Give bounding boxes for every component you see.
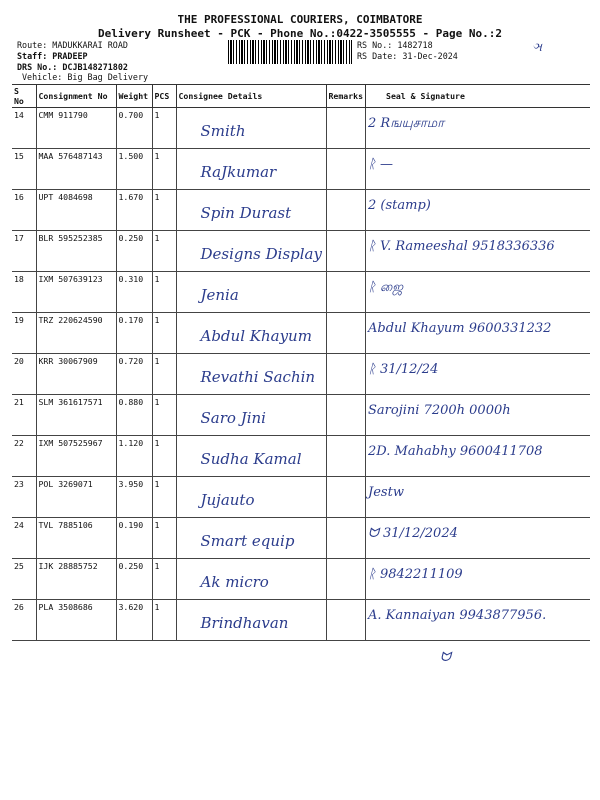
row-consignee-handwritten-text: Smith <box>200 122 246 140</box>
row-seal-signature-text: ᚱ ஜை <box>368 280 404 295</box>
row-remarks <box>326 313 366 354</box>
row-pcs-text: 1 <box>154 438 160 448</box>
row-seal-signature <box>366 436 590 477</box>
row-consignment-no <box>36 600 116 641</box>
row-remarks <box>326 231 366 272</box>
row-weight-text: 0.310 <box>118 274 144 284</box>
row-consignment-no-text: SLM 361617571 <box>38 397 103 407</box>
table-row <box>12 190 590 231</box>
row-consignment-no-text: KRR 30067909 <box>38 356 98 366</box>
row-pcs <box>152 272 176 313</box>
row-consignment-no-text: BLR 595252385 <box>38 233 103 243</box>
table-row <box>12 313 590 354</box>
row-pcs-text: 1 <box>154 110 160 120</box>
row-pcs <box>152 354 176 395</box>
row-consignee-handwritten-text: RaJkumar <box>200 163 277 181</box>
row-consignment-no <box>36 518 116 559</box>
row-seal-signature <box>366 149 590 190</box>
row-seal-signature <box>366 395 590 436</box>
row-weight-text: 0.880 <box>118 397 144 407</box>
document-subtitle: Delivery Runsheet - PCK - Phone No.:0422-3505555 - Page No.:2 <box>98 27 502 40</box>
row-consignee-handwritten <box>176 272 326 313</box>
row-consignee-handwritten-text: Jujauto <box>200 491 255 509</box>
row-weight <box>116 518 152 559</box>
row-remarks <box>326 559 366 600</box>
drs-label: DRS No.: DCJB148271802 <box>17 62 128 72</box>
row-seal-signature <box>366 231 590 272</box>
row-weight-text: 1.120 <box>118 438 144 448</box>
route-label: Route: MADUKKARAI ROAD <box>17 40 128 50</box>
row-sno <box>12 559 36 600</box>
runsheet-table <box>12 84 590 641</box>
row-consignment-no <box>36 272 116 313</box>
row-weight <box>116 108 152 149</box>
footer-signature-mark: ᗢ <box>440 650 451 665</box>
table-header-row <box>12 85 590 108</box>
row-consignment-no-text: TRZ 220624590 <box>38 315 103 325</box>
row-consignee-handwritten <box>176 395 326 436</box>
row-pcs <box>152 477 176 518</box>
vehicle-label: Vehicle: Big Bag Delivery <box>22 72 149 82</box>
col-sno: S No <box>12 85 36 108</box>
row-sno-text: 26 <box>14 602 24 612</box>
row-sno-text: 22 <box>14 438 24 448</box>
row-remarks <box>326 354 366 395</box>
barcode <box>228 40 352 64</box>
row-pcs <box>152 518 176 559</box>
row-consignee-handwritten <box>176 600 326 641</box>
row-seal-signature-text: 2 (stamp) <box>368 198 431 213</box>
row-pcs <box>152 190 176 231</box>
col-consignee: Consignee Details <box>176 85 326 108</box>
row-consignee-handwritten-text: Spin Durast <box>200 204 292 222</box>
row-pcs-text: 1 <box>154 151 160 161</box>
row-consignee-handwritten <box>176 313 326 354</box>
row-sno <box>12 190 36 231</box>
row-pcs <box>152 108 176 149</box>
row-pcs-text: 1 <box>154 356 160 366</box>
row-seal-signature-text: 2 Rஙயுசாமா <box>368 116 444 131</box>
row-weight <box>116 600 152 641</box>
row-seal-signature <box>366 477 590 518</box>
row-remarks <box>326 190 366 231</box>
row-consignment-no-text: PLA 3508686 <box>38 602 93 612</box>
row-consignee-handwritten <box>176 436 326 477</box>
row-sno-text: 14 <box>14 110 24 120</box>
row-weight <box>116 354 152 395</box>
row-sno <box>12 313 36 354</box>
row-consignee-handwritten <box>176 231 326 272</box>
row-seal-signature <box>366 108 590 149</box>
row-sno-text: 19 <box>14 315 24 325</box>
row-sno-text: 24 <box>14 520 24 530</box>
row-consignee-handwritten-text: Sudha Kamal <box>200 450 302 468</box>
row-pcs <box>152 600 176 641</box>
row-remarks <box>326 518 366 559</box>
row-consignee-handwritten <box>176 190 326 231</box>
row-weight-text: 0.250 <box>118 233 144 243</box>
row-consignee-handwritten <box>176 149 326 190</box>
row-seal-signature <box>366 518 590 559</box>
row-weight-text: 0.170 <box>118 315 144 325</box>
row-sno <box>12 395 36 436</box>
row-consignment-no <box>36 477 116 518</box>
row-consignment-no <box>36 231 116 272</box>
row-consignment-no <box>36 436 116 477</box>
row-consignee-handwritten-text: Designs Display <box>200 245 322 263</box>
row-sno-text: 20 <box>14 356 24 366</box>
table-row <box>12 272 590 313</box>
row-consignee-handwritten <box>176 559 326 600</box>
row-consignment-no-text: IXM 507639123 <box>38 274 103 284</box>
row-pcs <box>152 149 176 190</box>
row-weight-text: 3.620 <box>118 602 144 612</box>
row-seal-signature <box>366 272 590 313</box>
col-consignment: Consignment No <box>36 85 116 108</box>
row-seal-signature <box>366 559 590 600</box>
row-weight-text: 0.700 <box>118 110 144 120</box>
row-seal-signature-text: ᗢ 31/12/2024 <box>368 526 458 541</box>
row-weight <box>116 313 152 354</box>
table-row <box>12 600 590 641</box>
row-pcs-text: 1 <box>154 602 160 612</box>
row-weight-text: 1.500 <box>118 151 144 161</box>
row-consignment-no <box>36 108 116 149</box>
row-weight-text: 3.950 <box>118 479 144 489</box>
row-pcs <box>152 559 176 600</box>
row-sno-text: 18 <box>14 274 24 284</box>
row-sno <box>12 272 36 313</box>
row-remarks <box>326 108 366 149</box>
row-weight-text: 0.720 <box>118 356 144 366</box>
row-remarks <box>326 395 366 436</box>
row-seal-signature <box>366 600 590 641</box>
row-pcs-text: 1 <box>154 561 160 571</box>
row-sno <box>12 231 36 272</box>
row-consignee-handwritten <box>176 354 326 395</box>
row-consignment-no-text: IJK 28885752 <box>38 561 98 571</box>
row-sno-text: 23 <box>14 479 24 489</box>
row-pcs <box>152 231 176 272</box>
row-seal-signature-text: 2D. Mahabhy 9600411708 <box>368 444 543 459</box>
staff-label: Staff: PRADEEP <box>17 51 88 61</box>
row-consignee-handwritten-text: Abdul Khayum <box>200 327 312 345</box>
row-seal-signature-text: Sarojini 7200h 0000h <box>368 403 511 418</box>
row-consignee-handwritten <box>176 477 326 518</box>
row-pcs-text: 1 <box>154 397 160 407</box>
row-consignment-no <box>36 395 116 436</box>
row-remarks <box>326 436 366 477</box>
col-signature: Seal & Signature <box>366 85 590 108</box>
row-consignee-handwritten-text: Revathi Sachin <box>200 368 316 386</box>
row-weight <box>116 395 152 436</box>
row-seal-signature <box>366 190 590 231</box>
row-seal-signature-text: ᚱ 9842211109 <box>368 567 463 582</box>
row-seal-signature-text: ᚱ 31/12/24 <box>368 362 439 377</box>
row-consignment-no <box>36 354 116 395</box>
table-row <box>12 149 590 190</box>
row-consignee-handwritten-text: Jenia <box>200 286 239 304</box>
row-sno-text: 21 <box>14 397 24 407</box>
row-sno <box>12 108 36 149</box>
row-seal-signature-text: A. Kannaiyan 9943877956. <box>368 608 547 623</box>
col-remarks: Remarks <box>326 85 366 108</box>
row-consignment-no-text: UPT 4084698 <box>38 192 93 202</box>
row-consignee-handwritten <box>176 108 326 149</box>
row-consignment-no-text: POL 3269071 <box>38 479 93 489</box>
table-row <box>12 477 590 518</box>
row-consignee-handwritten-text: Smart equip <box>200 532 295 550</box>
row-sno <box>12 354 36 395</box>
row-pcs-text: 1 <box>154 274 160 284</box>
row-weight-text: 0.250 <box>118 561 144 571</box>
row-sno-text: 15 <box>14 151 24 161</box>
row-consignment-no-text: CMM 911790 <box>38 110 88 120</box>
document-title: THE PROFESSIONAL COURIERS, COIMBATORE <box>177 13 423 26</box>
table-row <box>12 559 590 600</box>
row-sno <box>12 149 36 190</box>
row-pcs-text: 1 <box>154 520 160 530</box>
row-sno <box>12 436 36 477</box>
row-weight <box>116 149 152 190</box>
row-pcs-text: 1 <box>154 315 160 325</box>
row-seal-signature-text: ᚱ V. Rameeshal 9518336336 <box>368 239 555 254</box>
row-seal-signature <box>366 313 590 354</box>
row-weight <box>116 272 152 313</box>
table-row <box>12 231 590 272</box>
row-consignee-handwritten-text: Saro Jini <box>200 409 266 427</box>
row-sno <box>12 477 36 518</box>
row-remarks <box>326 272 366 313</box>
row-pcs-text: 1 <box>154 233 160 243</box>
table-row <box>12 436 590 477</box>
row-seal-signature-text: ᚱ — <box>368 157 393 172</box>
row-weight <box>116 559 152 600</box>
row-sno-text: 17 <box>14 233 24 243</box>
row-seal-signature-text: Abdul Khayum 9600331232 <box>368 321 552 336</box>
row-pcs <box>152 395 176 436</box>
corner-mark: ઞ <box>532 40 543 54</box>
rs-date: RS Date: 31-Dec-2024 <box>357 51 458 61</box>
row-weight <box>116 190 152 231</box>
row-weight <box>116 477 152 518</box>
row-consignment-no-text: IXM 507525967 <box>38 438 103 448</box>
row-weight <box>116 231 152 272</box>
table-row <box>12 395 590 436</box>
row-weight <box>116 436 152 477</box>
row-sno <box>12 518 36 559</box>
row-sno <box>12 600 36 641</box>
row-sno-text: 16 <box>14 192 24 202</box>
row-pcs-text: 1 <box>154 479 160 489</box>
row-remarks <box>326 149 366 190</box>
row-remarks <box>326 600 366 641</box>
row-pcs <box>152 313 176 354</box>
row-seal-signature <box>366 354 590 395</box>
table-row <box>12 354 590 395</box>
row-weight-text: 1.670 <box>118 192 144 202</box>
row-remarks <box>326 477 366 518</box>
row-consignee-handwritten-text: Ak micro <box>200 573 269 591</box>
row-consignee-handwritten <box>176 518 326 559</box>
col-pcs: PCS <box>152 85 176 108</box>
rs-number: RS No.: 1482718 <box>357 40 433 50</box>
row-pcs <box>152 436 176 477</box>
row-consignment-no <box>36 190 116 231</box>
col-weight: Weight <box>116 85 152 108</box>
row-seal-signature-text: Jestw <box>368 485 404 500</box>
row-consignment-no <box>36 313 116 354</box>
row-consignee-handwritten-text: Brindhavan <box>200 614 289 632</box>
table-row <box>12 518 590 559</box>
table-row <box>12 108 590 149</box>
row-consignment-no-text: MAA 576487143 <box>38 151 103 161</box>
row-pcs-text: 1 <box>154 192 160 202</box>
row-weight-text: 0.190 <box>118 520 144 530</box>
row-consignment-no <box>36 559 116 600</box>
row-consignment-no-text: TVL 7885106 <box>38 520 93 530</box>
row-sno-text: 25 <box>14 561 24 571</box>
row-consignment-no <box>36 149 116 190</box>
